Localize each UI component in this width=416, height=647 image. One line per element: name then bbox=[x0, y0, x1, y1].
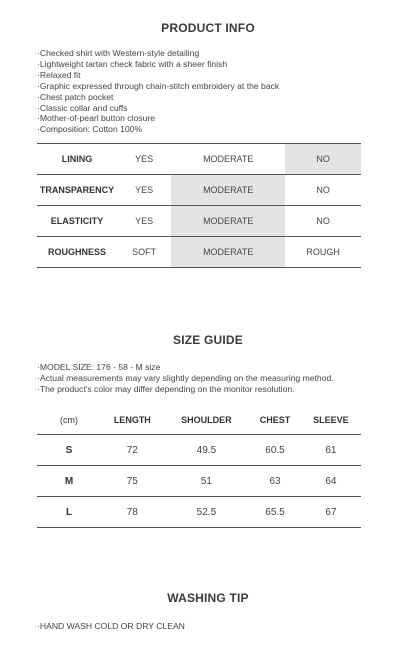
size-label: M bbox=[37, 466, 101, 497]
washing-tip-title: WASHING TIP bbox=[167, 591, 249, 605]
attribute-option: YES bbox=[117, 175, 171, 206]
size-table bbox=[37, 406, 361, 528]
attribute-option: SOFT bbox=[117, 237, 171, 268]
product-info-title: PRODUCT INFO bbox=[161, 21, 255, 35]
attribute-row-elasticity bbox=[37, 206, 361, 237]
detail-item: · Graphic expressed through chain-stitch embroidery at the back bbox=[37, 81, 279, 92]
size-value: 64 bbox=[301, 466, 361, 497]
size-value: 60.5 bbox=[249, 435, 301, 466]
attribute-label: LINING bbox=[37, 144, 117, 175]
attribute-option: YES bbox=[117, 144, 171, 175]
size-row-l bbox=[37, 497, 361, 528]
attribute-option: ROUGH bbox=[285, 237, 361, 268]
size-note: · Actual measurements may vary slightly depending on the measuring method. bbox=[37, 373, 334, 384]
detail-item: · Lightweight tartan check fabric with a sheer finish bbox=[37, 59, 279, 70]
detail-item: · Chest patch pocket bbox=[37, 92, 279, 103]
size-note: · MODEL SIZE: 176 - 58 - M size bbox=[37, 362, 334, 373]
size-row-m bbox=[37, 466, 361, 497]
size-label: L bbox=[37, 497, 101, 528]
attribute-option: MODERATE bbox=[171, 144, 285, 175]
attributes-table bbox=[37, 143, 361, 268]
attribute-option: NO bbox=[285, 175, 361, 206]
size-row-s bbox=[37, 435, 361, 466]
column-header: SHOULDER bbox=[164, 406, 250, 435]
attribute-option: MODERATE bbox=[171, 206, 285, 237]
attribute-option: YES bbox=[117, 206, 171, 237]
washing-notes-list bbox=[37, 621, 185, 632]
washing-note: · HAND WASH COLD OR DRY CLEAN bbox=[37, 621, 185, 632]
product-details-list bbox=[37, 48, 279, 135]
attribute-label: ROUGHNESS bbox=[37, 237, 117, 268]
size-value: 63 bbox=[249, 466, 301, 497]
attribute-option: NO bbox=[285, 144, 361, 175]
attribute-option: MODERATE bbox=[171, 237, 285, 268]
detail-item: · Composition: Cotton 100% bbox=[37, 124, 279, 135]
size-value: 49.5 bbox=[164, 435, 250, 466]
unit-header: (cm) bbox=[37, 406, 101, 435]
attribute-row-roughness bbox=[37, 237, 361, 268]
size-value: 72 bbox=[101, 435, 164, 466]
size-notes-list bbox=[37, 362, 334, 395]
attribute-option: MODERATE bbox=[171, 175, 285, 206]
size-value: 75 bbox=[101, 466, 164, 497]
detail-item: · Classic collar and cuffs bbox=[37, 103, 279, 114]
size-value: 52.5 bbox=[164, 497, 250, 528]
attribute-label: TRANSPARENCY bbox=[37, 175, 117, 206]
detail-item: · Checked shirt with Western-style detailing bbox=[37, 48, 279, 59]
column-header: CHEST bbox=[249, 406, 301, 435]
attribute-option: NO bbox=[285, 206, 361, 237]
attribute-row-lining bbox=[37, 144, 361, 175]
column-header: SLEEVE bbox=[301, 406, 361, 435]
size-value: 65.5 bbox=[249, 497, 301, 528]
size-value: 67 bbox=[301, 497, 361, 528]
size-value: 61 bbox=[301, 435, 361, 466]
detail-item: · Mother-of-pearl button closure bbox=[37, 113, 279, 124]
size-table-header bbox=[37, 406, 361, 435]
attribute-row-transparency bbox=[37, 175, 361, 206]
size-guide-title: SIZE GUIDE bbox=[172, 333, 243, 347]
size-value: 78 bbox=[101, 497, 164, 528]
detail-item: · Relaxed fit bbox=[37, 70, 279, 81]
size-value: 51 bbox=[164, 466, 250, 497]
column-header: LENGTH bbox=[101, 406, 164, 435]
size-note: · The product's color may differ depending on the monitor resolution. bbox=[37, 384, 334, 395]
size-label: S bbox=[37, 435, 101, 466]
attribute-label: ELASTICITY bbox=[37, 206, 117, 237]
